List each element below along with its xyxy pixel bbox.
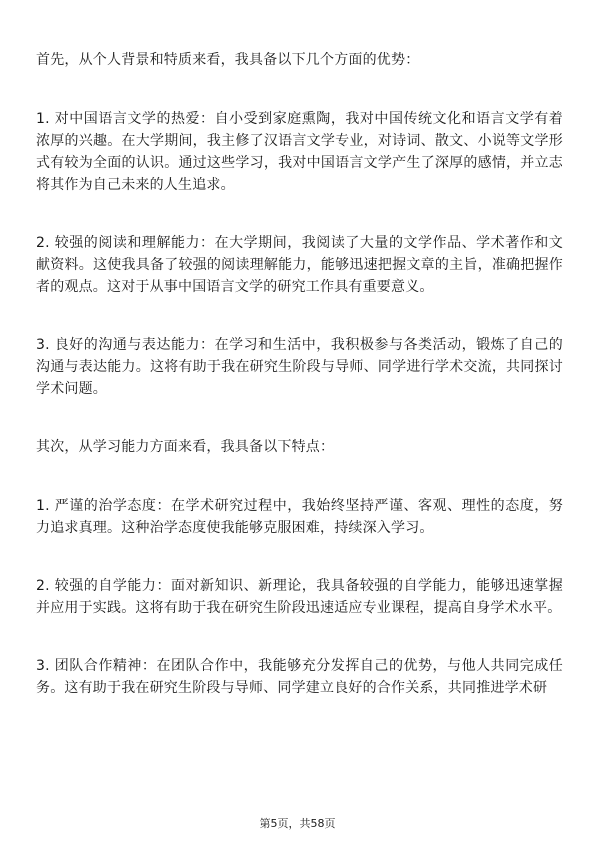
section-intro-paragraph-2: 其次，从学习能力方面来看，我具备以下特点： [36, 439, 335, 455]
page-number-footer: 第5页，共58页 [259, 817, 336, 830]
learning-item-2: 2. 较强的自学能力：面对新知识、新理论，我具备较强的自学能力，能够迅速掌握并应用于实践。这将有助于我在研究生阶段迅速适应专业课程，提高自身学术水平。 [36, 578, 563, 616]
section-intro-paragraph: 首先，从个人背景和特质来看，我具备以下几个方面的优势： [36, 52, 420, 68]
learning-item-1: 1. 严谨的治学态度：在学术研究过程中，我始终坚持严谨、客观、理性的态度，努力追求真理。这种治学态度使我能够克服困难，持续深入学习。 [36, 498, 563, 536]
document-body [36, 49, 563, 735]
advantage-item-1: 1. 对中国语言文学的热爱：自小受到家庭熏陶，我对中国传统文化和语言文学有着浓厚的兴趣。在大学期间，我主修了汉语言文学专业，对诗词、散文、小说等文学形式有较为全面的认识。通过这些学习，我对中国语言文学产生了深厚的感情，并立志将其作为自己未来的人生追求。 [36, 111, 563, 193]
advantage-item-2: 2. 较强的阅读和理解能力：在大学期间，我阅读了大量的文学作品、学术著作和文献资料。这使我具备了较强的阅读理解能力，能够迅速把握文章的主旨，准确把握作者的观点。这对于从事中国语言文学的研究工作具有重要意义。 [36, 235, 563, 295]
advantage-item-3: 3. 良好的沟通与表达能力：在学习和生活中，我积极参与各类活动，锻炼了自己的沟通与表达能力。这将有助于我在研究生阶段与导师、同学进行学术交流，共同探讨学术问题。 [36, 337, 563, 397]
learning-item-3: 3. 团队合作精神：在团队合作中，我能够充分发挥自己的优势，与他人共同完成任务。这有助于我在研究生阶段与导师、同学建立良好的合作关系，共同推进学术研 [36, 658, 563, 696]
